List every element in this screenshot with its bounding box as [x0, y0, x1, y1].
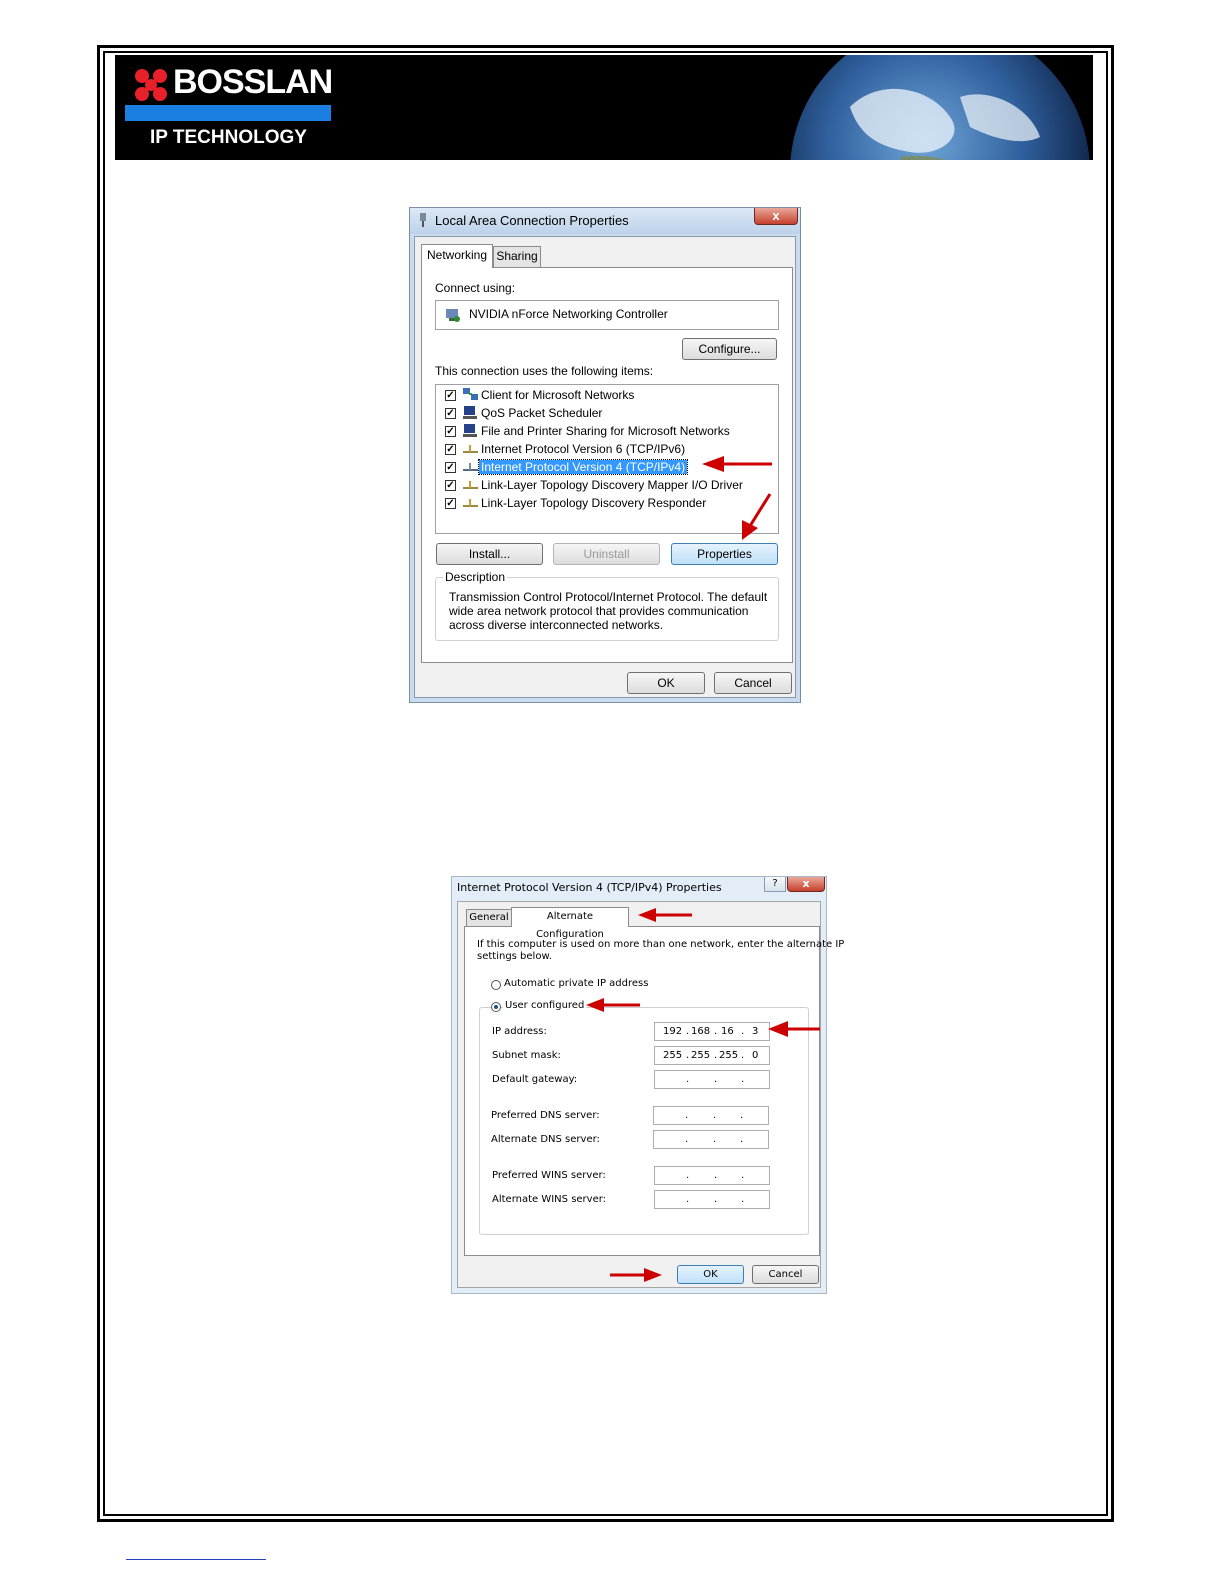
preferred-wins-input[interactable]: . . . [654, 1166, 770, 1185]
annotation-arrow-ok [608, 1266, 664, 1284]
adapter-name: NVIDIA nForce Networking Controller [469, 307, 668, 321]
ip-address-label: IP address: [492, 1026, 547, 1037]
ipv4-properties-dialog [451, 876, 845, 1294]
adapter-field [435, 300, 779, 330]
description-label: Description [445, 570, 506, 584]
cancel-button[interactable]: Cancel [752, 1265, 819, 1284]
help-icon: ? [772, 878, 778, 889]
alternate-dns-label: Alternate DNS server: [491, 1134, 600, 1145]
tab-general[interactable]: General [466, 909, 512, 926]
title-bar [410, 208, 800, 234]
header-banner [115, 55, 1093, 160]
bosslan-logo-icon [133, 67, 169, 103]
tab-alternate-configuration[interactable]: Alternate Configuration [511, 907, 629, 927]
ip-address-input[interactable]: 192 . 168 . 16 . 3 [654, 1022, 770, 1041]
description-line: Transmission Control Protocol/Internet Protocol. The default [449, 590, 768, 604]
preferred-dns-label: Preferred DNS server: [491, 1110, 600, 1121]
intro-text: If this computer is used on more than one network, enter the alternate IP [477, 939, 845, 950]
brand-bar [125, 105, 331, 121]
item-label: QoS Packet Scheduler [481, 406, 603, 420]
item-checkbox[interactable]: ✓ [446, 462, 455, 473]
computer-icon [463, 424, 478, 438]
automatic-ip-label: Automatic private IP address [504, 978, 649, 989]
default-gateway-input[interactable]: . . . [654, 1070, 770, 1089]
dialog-title: Local Area Connection Properties [435, 213, 629, 228]
install-button[interactable]: Install... [436, 543, 543, 565]
dialog-title: Internet Protocol Version 4 (TCP/IPv4) Properties [457, 881, 722, 894]
user-configured-label: User configured [505, 1000, 585, 1011]
network-card-icon [445, 307, 461, 323]
intro-text: settings below. [477, 951, 552, 962]
brand-name: BOSSLAN [173, 63, 333, 101]
close-icon: x [802, 877, 810, 890]
tab-networking[interactable]: Networking [421, 244, 493, 268]
uninstall-button[interactable]: Uninstall [553, 543, 660, 565]
annotation-arrow-properties [738, 492, 774, 542]
network-client-icon [463, 388, 478, 402]
subnet-mask-input[interactable]: 255 . 255 . 255 . 0 [654, 1046, 770, 1065]
close-button[interactable] [787, 877, 825, 892]
subnet-mask-label: Subnet mask: [492, 1050, 561, 1061]
item-checkbox[interactable]: ✓ [446, 480, 455, 491]
connect-using-label: Connect using: [435, 281, 516, 295]
item-label: Internet Protocol Version 6 (TCP/IPv6) [481, 442, 686, 456]
item-label: File and Printer Sharing for Microsoft Networks [481, 424, 730, 438]
annotation-arrow-ip-address [766, 1019, 822, 1039]
description-line: wide area network protocol that provides communication [449, 604, 749, 618]
alternate-wins-label: Alternate WINS server: [492, 1194, 607, 1205]
annotation-arrow-user-configured [584, 996, 642, 1014]
close-icon: x [772, 208, 780, 223]
alternate-dns-input[interactable]: . . . [653, 1130, 769, 1149]
ok-button[interactable]: OK [627, 672, 705, 694]
configure-button[interactable]: Configure... [682, 338, 777, 360]
network-adapter-icon [417, 213, 429, 227]
alternate-wins-input[interactable]: . . . [654, 1190, 770, 1209]
protocol-icon [463, 442, 478, 456]
item-label: Client for Microsoft Networks [481, 388, 635, 402]
alternate-config-panel [464, 926, 845, 1256]
user-configured-radio[interactable] [491, 1002, 501, 1012]
item-label: Internet Protocol Version 4 (TCP/IPv4) [481, 460, 686, 474]
annotation-arrow-alternate-tab [636, 906, 694, 924]
cancel-button[interactable]: Cancel [714, 672, 792, 694]
item-label: Link-Layer Topology Discovery Responder [481, 496, 707, 510]
dialog-client-area [457, 901, 845, 1288]
item-checkbox[interactable]: ✓ [446, 444, 455, 455]
brand-subtitle: IP TECHNOLOGY [150, 127, 307, 148]
item-checkbox[interactable]: ✓ [446, 426, 455, 437]
item-checkbox[interactable]: ✓ [446, 498, 455, 509]
description-line: across diverse interconnected networks. [449, 618, 664, 632]
help-button[interactable] [764, 877, 786, 892]
items-label: This connection uses the following items: [435, 364, 654, 378]
item-checkbox[interactable]: ✓ [446, 408, 455, 419]
preferred-wins-label: Preferred WINS server: [492, 1170, 606, 1181]
protocol-icon [463, 460, 478, 474]
tab-sharing[interactable]: Sharing [493, 246, 541, 267]
protocol-icon [463, 496, 478, 510]
protocol-icon [463, 478, 478, 492]
annotation-arrow-ipv4 [700, 454, 775, 474]
earth-globe-image [790, 55, 1090, 160]
footnote-rule [126, 1559, 266, 1560]
properties-button[interactable]: Properties [671, 543, 778, 565]
ok-button[interactable]: OK [677, 1265, 744, 1284]
preferred-dns-input[interactable]: . . . [653, 1106, 769, 1125]
close-button[interactable] [754, 208, 798, 225]
default-gateway-label: Default gateway: [492, 1074, 578, 1085]
item-checkbox[interactable]: ✓ [446, 390, 455, 401]
computer-icon [463, 406, 478, 420]
automatic-ip-radio[interactable] [491, 980, 501, 990]
item-label: Link-Layer Topology Discovery Mapper I/O Driver [481, 478, 743, 492]
